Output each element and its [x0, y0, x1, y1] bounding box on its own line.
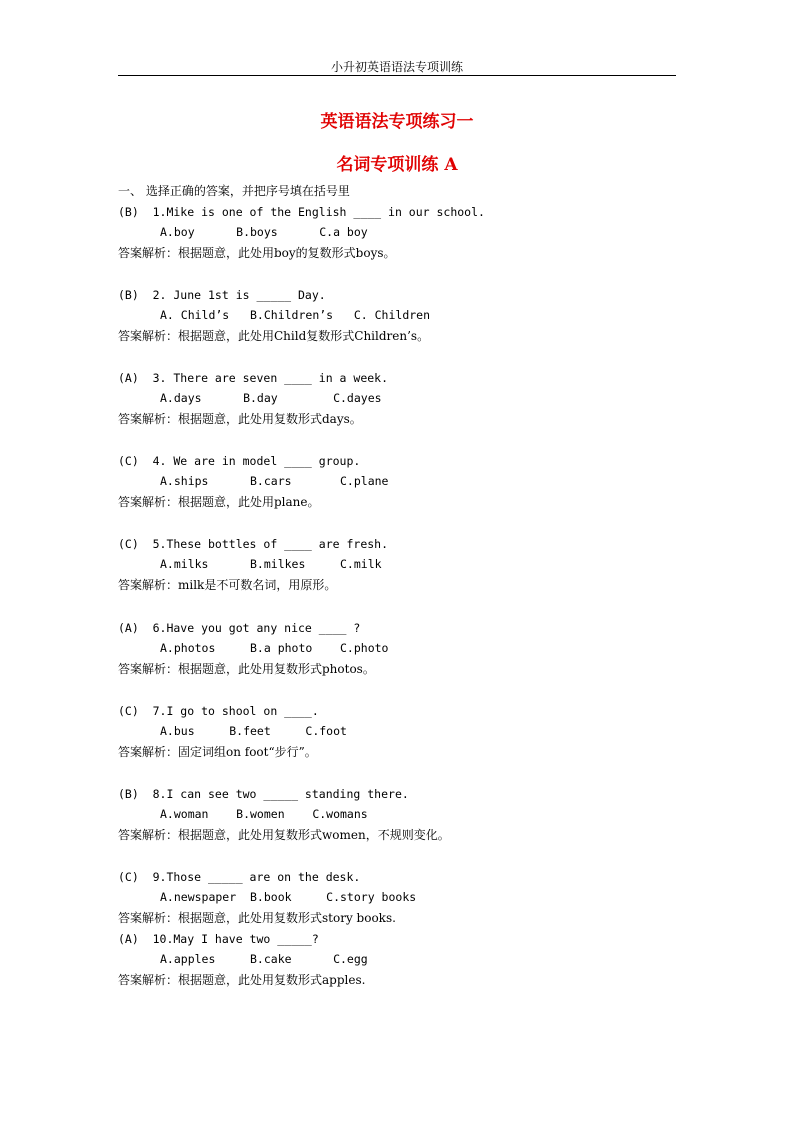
options-9: A.newspaper B.book C.story books — [160, 890, 417, 904]
answer-explanation-9: 答案解析：根据题意，此处用复数形式story books. — [118, 911, 396, 925]
options-4: A.ships B.cars C.plane — [160, 474, 389, 488]
answer-explanation-5: 答案解析：milk是不可数名词，用原形。 — [118, 578, 337, 592]
question-7: (C) 7.I go to shool on ____. — [118, 704, 319, 718]
options-3: A.days B.day C.dayes — [160, 391, 382, 405]
answer-explanation-8: 答案解析：根据题意，此处用复数形式women，不规则变化。 — [118, 828, 450, 842]
options-7: A.bus B.feet C.foot — [160, 724, 347, 738]
question-8: (B) 8.I can see two _____ standing there. — [118, 787, 409, 801]
question-3: (A) 3. There are seven ____ in a week. — [118, 371, 389, 385]
options-1: A.boy B.boys C.a boy — [160, 225, 368, 239]
options-8: A.woman B.women C.womans — [160, 807, 368, 821]
answer-explanation-10: 答案解析：根据题意，此处用复数形式apples. — [118, 973, 366, 987]
answer-explanation-2: 答案解析：根据题意，此处用Child复数形式Children’s。 — [118, 329, 430, 343]
answer-explanation-4: 答案解析：根据题意，此处用plane。 — [118, 495, 320, 509]
question-4: (C) 4. We are in model ____ group. — [118, 454, 361, 468]
question-2: (B) 2. June 1st is _____ Day. — [118, 288, 326, 302]
header-rule — [118, 75, 676, 76]
answer-explanation-7: 答案解析：固定词组on foot“步行”。 — [118, 745, 317, 759]
options-2: A. Child’s B.Children’s C. Children — [160, 308, 431, 322]
question-5: (C) 5.These bottles of ____ are fresh. — [118, 537, 389, 551]
question-10: (A) 10.May I have two _____? — [118, 932, 319, 946]
question-6: (A) 6.Have you got any nice ____ ? — [118, 621, 361, 635]
question-9: (C) 9.Those _____ are on the desk. — [118, 870, 361, 884]
answer-explanation-3: 答案解析：根据题意，此处用复数形式days。 — [118, 412, 362, 426]
question-1: (B) 1.Mike is one of the English ____ in our school. — [118, 205, 485, 219]
page-subtitle: 名词专项训练 A — [336, 155, 458, 175]
page-header: 小升初英语语法专项训练 — [330, 60, 463, 74]
answer-explanation-1: 答案解析：根据题意，此处用boy的复数形式boys。 — [118, 246, 396, 260]
instruction: 一、 选择正确的答案，并把序号填在括号里 — [118, 184, 350, 198]
options-6: A.photos B.a photo C.photo — [160, 641, 389, 655]
answer-explanation-6: 答案解析：根据题意，此处用复数形式photos。 — [118, 662, 375, 676]
page-title: 英语语法专项练习一 — [320, 112, 474, 132]
options-5: A.milks B.milkes C.milk — [160, 557, 382, 571]
options-10: A.apples B.cake C.egg — [160, 952, 368, 966]
